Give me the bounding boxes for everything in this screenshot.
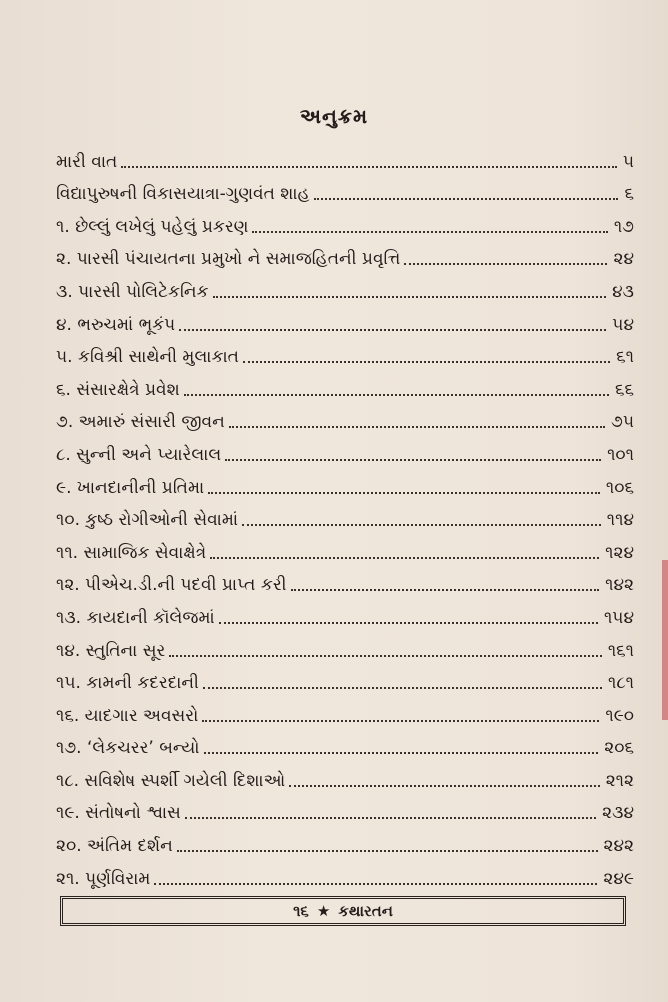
toc-entry bbox=[56, 173, 634, 206]
dot-leader bbox=[208, 492, 600, 494]
toc-entry bbox=[56, 596, 634, 629]
dot-leader bbox=[242, 524, 601, 526]
page-footer bbox=[60, 896, 626, 926]
toc-entry-title: ૭. અમારું સંસારી જીવન bbox=[56, 412, 225, 433]
toc-entry bbox=[56, 433, 634, 466]
dot-leader bbox=[213, 296, 607, 298]
page-edge-stain bbox=[662, 560, 668, 720]
toc-entry-title: ૧૯. સંતોષનો શ્વાસ bbox=[56, 803, 181, 824]
toc-entry-page: ૧૮૧ bbox=[607, 673, 634, 694]
toc-entry-page: ૧૧૪ bbox=[606, 510, 634, 531]
toc-entry-page: ૪૩ bbox=[612, 281, 634, 302]
dot-leader bbox=[204, 752, 599, 754]
toc-entry-title: ૧૦. કુષ્ઠ રોગીઓની સેવામાં bbox=[56, 510, 239, 531]
toc-entry-title: ૨૦. અંતિમ દર્શન bbox=[56, 836, 173, 857]
toc-entry-page: ૧૭ bbox=[613, 216, 634, 237]
toc-entry-page: ૬૬ bbox=[614, 379, 634, 400]
toc-entry-title: ૩. પારસી પોલિટેકનિક bbox=[56, 281, 209, 302]
toc-entry-page: ૧૬૧ bbox=[607, 640, 634, 661]
toc-entry bbox=[56, 466, 634, 499]
dot-leader bbox=[289, 785, 599, 787]
toc-entry-title: મારી વાત bbox=[56, 151, 118, 172]
dot-leader bbox=[185, 817, 596, 819]
toc-entry-page: ૧૪૨ bbox=[605, 575, 634, 596]
toc-entry-page: ૨૪૯ bbox=[603, 868, 634, 889]
toc-entry-page: ૧૨૪ bbox=[605, 542, 634, 563]
toc-entry-title: ૬. સંસારક્ષેત્રે પ્રવેશ bbox=[56, 379, 180, 400]
toc-entry-page: ૨૪૨ bbox=[603, 836, 634, 857]
toc-entry-title: ૨૧. પૂર્ણવિરામ bbox=[56, 868, 151, 889]
toc-entry-title: ૯. ખાનદાનીની પ્રતિમા bbox=[56, 477, 205, 498]
toc-list bbox=[56, 140, 634, 890]
dot-leader bbox=[219, 622, 598, 624]
toc-entry-title: ૧૬. યાદગાર અવસરો bbox=[56, 705, 199, 726]
toc-entry-page: ૫ bbox=[622, 151, 634, 172]
dot-leader bbox=[225, 459, 601, 461]
toc-entry-page: ૨૪ bbox=[613, 249, 634, 270]
dot-leader bbox=[184, 394, 609, 396]
dot-leader bbox=[243, 361, 610, 363]
toc-entry-title: ૮. સુન્ની અને પ્યારેલાલ bbox=[56, 444, 222, 465]
dot-leader bbox=[179, 329, 606, 331]
toc-entry-title: ૧૧. સામાજિક સેવાક્ષેત્રે bbox=[56, 542, 207, 563]
star-icon: ★ bbox=[316, 902, 331, 920]
toc-entry-page: ૧૯૦ bbox=[605, 705, 634, 726]
dot-leader bbox=[291, 589, 600, 591]
toc-entry-title: ૧૨. પીએચ.ડી.ની પદવી પ્રાપ્ત કરી bbox=[56, 575, 287, 596]
toc-entry bbox=[56, 759, 634, 792]
toc-entry bbox=[56, 824, 634, 857]
toc-entry-title: ૧૫. કામની કદરદાની bbox=[56, 673, 199, 694]
dot-leader bbox=[154, 883, 597, 885]
dot-leader bbox=[252, 231, 607, 233]
dot-leader bbox=[169, 655, 602, 657]
toc-entry bbox=[56, 270, 634, 303]
toc-entry-page: ૫૪ bbox=[612, 314, 634, 335]
toc-entry bbox=[56, 727, 634, 760]
toc-entry-page: ૬૧ bbox=[616, 347, 634, 368]
toc-entry-title: વિદ્યાપુરુષની વિકાસયાત્રા-ગુણવંત શાહ bbox=[56, 184, 310, 205]
toc-entry bbox=[56, 629, 634, 662]
toc-entry-title: ૧૮. સવિશેષ સ્પર્શી ગયેલી દિશાઓ bbox=[56, 770, 286, 791]
toc-entry bbox=[56, 140, 634, 173]
toc-entry bbox=[56, 238, 634, 271]
toc-entry bbox=[56, 336, 634, 369]
toc-entry-title: ૧૩. કાયદાની કૉલેજમાં bbox=[56, 607, 215, 628]
dot-leader bbox=[177, 850, 598, 852]
toc-entry-page: ૧૦૧ bbox=[607, 444, 634, 465]
toc-entry bbox=[56, 499, 634, 532]
toc-entry-page: ૨૦૬ bbox=[604, 738, 634, 759]
toc-entry bbox=[56, 564, 634, 597]
toc-entry-page: ૧૦૬ bbox=[605, 477, 634, 498]
toc-entry bbox=[56, 857, 634, 890]
dot-leader bbox=[202, 720, 599, 722]
toc-entry-page: ૭૫ bbox=[611, 412, 634, 433]
toc-entry bbox=[56, 401, 634, 434]
dot-leader bbox=[121, 166, 617, 168]
footer-page-number: ૧૬ bbox=[293, 902, 309, 920]
toc-entry-page: ૨૧૨ bbox=[605, 770, 634, 791]
toc-entry-title: ૨. પારસી પંચાયતના પ્રમુખો ને સમાજહિતની પ્રવૃત્તિ bbox=[56, 249, 401, 270]
toc-entry-page: ૨૩૪ bbox=[602, 803, 634, 824]
toc-entry-title: ૧૪. સ્તુતિના સૂર bbox=[56, 640, 166, 661]
toc-entry-page: ૧૫૪ bbox=[603, 607, 634, 628]
dot-leader bbox=[229, 426, 605, 428]
toc-entry-title: ૧૭. ‘લેકચરર’ બન્યો bbox=[56, 738, 200, 759]
toc-entry bbox=[56, 694, 634, 727]
toc-entry-page: ૬ bbox=[624, 184, 634, 205]
toc-entry-title: ૫. કવિશ્રી સાથેની મુલાકાત bbox=[56, 347, 239, 368]
toc-entry bbox=[56, 662, 634, 695]
toc-entry bbox=[56, 205, 634, 238]
dot-leader bbox=[203, 687, 602, 689]
toc-entry-title: ૧. છેલ્લું લખેલું પહેલું પ્રકરણ bbox=[56, 216, 249, 237]
toc-entry bbox=[56, 531, 634, 564]
toc-entry bbox=[56, 792, 634, 825]
toc-heading: અનુક્રમ bbox=[299, 104, 369, 128]
toc-entry bbox=[56, 303, 634, 336]
dot-leader bbox=[314, 198, 619, 200]
footer-book-title: કથારતન bbox=[338, 902, 393, 920]
toc-entry bbox=[56, 368, 634, 401]
dot-leader bbox=[404, 263, 607, 265]
toc-entry-title: ૪. ભરુચમાં ભૂકંપ bbox=[56, 314, 176, 335]
dot-leader bbox=[210, 557, 599, 559]
